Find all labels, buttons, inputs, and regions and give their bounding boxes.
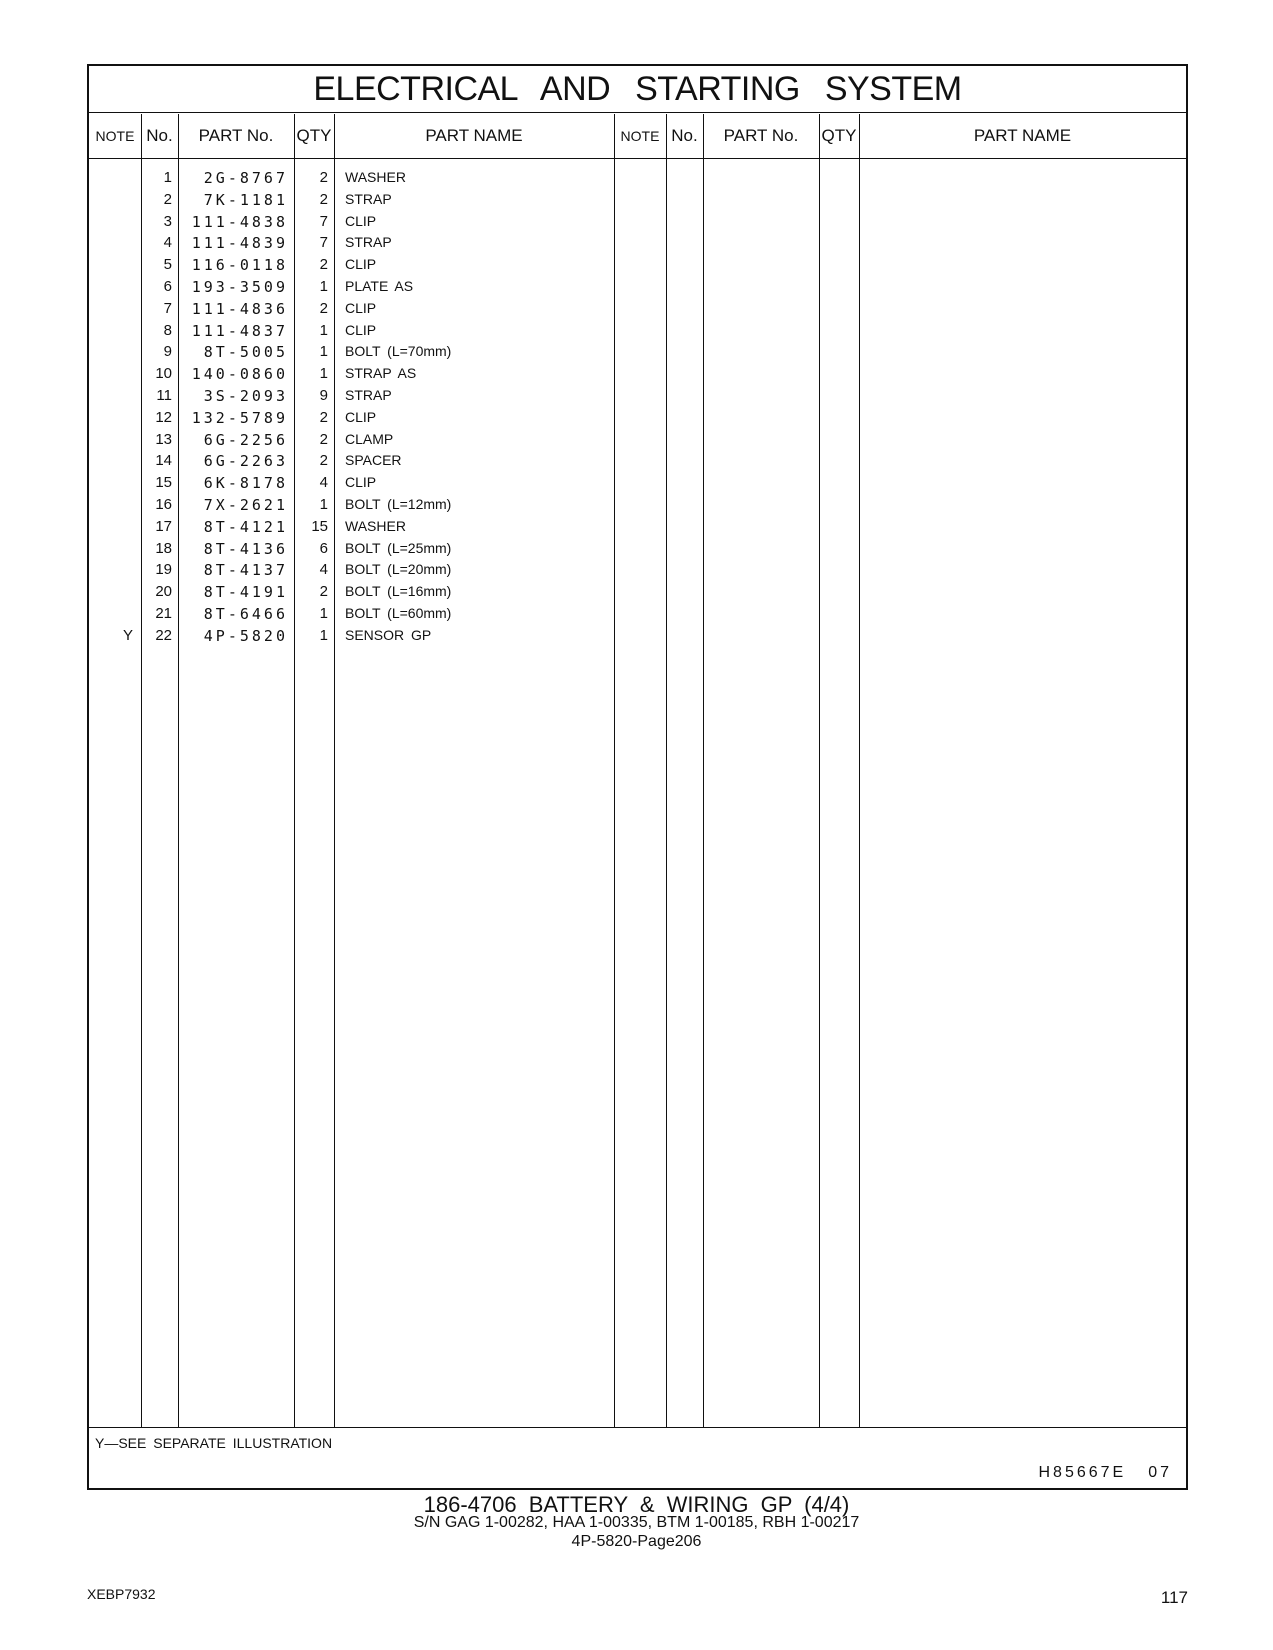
row-part-number: 193-3509 xyxy=(191,278,288,296)
table-row xyxy=(89,518,649,540)
column-divider xyxy=(703,114,704,1427)
row-part-name: BOLT (L=16mm) xyxy=(345,583,452,600)
drawing-code xyxy=(1038,1464,1172,1482)
row-quantity: 1 xyxy=(319,496,328,513)
row-item-number: 18 xyxy=(155,539,172,557)
row-part-number: 132-5789 xyxy=(191,408,288,427)
row-part-name: STRAP xyxy=(345,234,392,251)
page-title: ELECTRICAL AND STARTING SYSTEM xyxy=(89,66,1186,113)
row-item-number: 20 xyxy=(155,583,172,601)
header-part-no-right: PART No. xyxy=(723,126,799,145)
header-note-left: NOTE xyxy=(95,128,135,144)
row-quantity: 1 xyxy=(319,626,328,644)
row-quantity: 1 xyxy=(319,365,328,383)
row-part-number: 111-4836 xyxy=(191,299,288,318)
row-item-number: 9 xyxy=(163,343,172,361)
table-row xyxy=(89,365,649,387)
row-quantity: 1 xyxy=(319,343,328,361)
table-row xyxy=(89,496,649,518)
footnote: Y—SEE SEPARATE ILLUSTRATION xyxy=(95,1435,333,1451)
row-part-name: BOLT (L=60mm) xyxy=(345,605,452,621)
row-part-number: 2G-8767 xyxy=(203,169,288,187)
row-quantity: 2 xyxy=(319,190,328,208)
table-row xyxy=(89,561,649,583)
row-quantity: 7 xyxy=(319,234,328,252)
row-part-name: WASHER xyxy=(345,169,406,185)
row-item-number: 19 xyxy=(155,561,172,579)
table-row xyxy=(89,409,649,431)
header-divider xyxy=(89,158,1186,159)
row-part-number: 111-4838 xyxy=(191,212,288,231)
row-part-number: 8T-5005 xyxy=(203,343,288,362)
row-item-number: 10 xyxy=(155,365,172,383)
header-no-right: No. xyxy=(671,126,698,145)
table-row xyxy=(89,191,649,213)
row-item-number: 14 xyxy=(155,452,172,470)
row-part-name: SENSOR GP xyxy=(345,626,432,643)
row-part-number: 6G-2256 xyxy=(203,430,288,449)
row-quantity: 15 xyxy=(311,517,328,535)
row-item-number: 6 xyxy=(163,278,172,295)
table-row xyxy=(89,343,649,365)
header-part-no-left: PART No. xyxy=(198,126,274,145)
row-quantity: 1 xyxy=(319,605,328,622)
row-part-number: 8T-4121 xyxy=(203,517,288,536)
row-quantity: 7 xyxy=(319,212,328,230)
table-row xyxy=(89,300,649,322)
column-divider xyxy=(819,114,820,1427)
row-part-name: CLIP xyxy=(345,299,377,316)
table-row xyxy=(89,169,649,191)
row-item-number: 3 xyxy=(163,212,172,230)
table-row xyxy=(89,474,649,496)
row-part-name: BOLT (L=70mm) xyxy=(345,343,452,360)
header-part-name-left: PART NAME xyxy=(425,126,523,145)
row-part-number: 8T-4191 xyxy=(203,583,288,602)
row-item-number: 1 xyxy=(163,169,172,186)
row-item-number: 12 xyxy=(155,408,172,426)
row-quantity: 2 xyxy=(319,430,328,448)
row-item-number: 21 xyxy=(155,605,172,622)
row-part-number: 111-4837 xyxy=(191,321,288,340)
header-qty-right: QTY xyxy=(821,126,857,145)
table-row xyxy=(89,605,649,627)
table-row xyxy=(89,256,649,278)
table-row xyxy=(89,452,649,474)
row-item-number: 11 xyxy=(156,387,172,404)
row-quantity: 2 xyxy=(319,256,328,274)
row-item-number: 4 xyxy=(163,234,172,252)
table-row xyxy=(89,322,649,344)
row-part-name: STRAP AS xyxy=(345,365,417,382)
row-item-number: 5 xyxy=(163,256,172,274)
row-part-number: 8T-6466 xyxy=(203,605,288,623)
row-part-number: 3S-2093 xyxy=(203,387,288,405)
row-part-name: CLIP xyxy=(345,321,377,338)
row-quantity: 6 xyxy=(319,539,328,557)
table-row xyxy=(89,278,649,300)
row-part-name: CLAMP xyxy=(345,430,394,447)
table-row xyxy=(89,387,649,409)
document-id: XEBP7932 xyxy=(87,1586,156,1602)
header-qty-left: QTY xyxy=(296,126,332,145)
row-quantity: 4 xyxy=(319,474,328,492)
header-note-right: NOTE xyxy=(620,128,660,144)
row-quantity: 2 xyxy=(319,452,328,470)
header-no-left: No. xyxy=(146,126,173,145)
page-number: 117 xyxy=(1160,1588,1188,1607)
row-item-number: 22 xyxy=(155,626,172,644)
row-part-number: 8T-4136 xyxy=(203,539,288,558)
table-row xyxy=(89,627,649,649)
row-quantity: 4 xyxy=(319,561,328,579)
row-quantity: 2 xyxy=(319,169,328,186)
row-item-number: 2 xyxy=(163,190,172,208)
row-quantity: 1 xyxy=(319,278,328,295)
header-part-name-right: PART NAME xyxy=(973,126,1072,145)
footer-divider xyxy=(89,1427,1186,1428)
table-row xyxy=(89,234,649,256)
row-part-name: WASHER xyxy=(345,517,406,534)
serial-numbers: S/N GAG 1-00282, HAA 1-00335, BTM 1-00185, RBH 1-00217 xyxy=(413,1514,860,1531)
row-part-name: STRAP xyxy=(345,190,392,207)
drawing-code-value: H85667E xyxy=(1038,1464,1127,1481)
row-quantity: 2 xyxy=(319,299,328,317)
page-reference: 4P-5820-Page206 xyxy=(571,1533,702,1550)
row-part-name: CLIP xyxy=(345,212,377,229)
row-part-number: 7X-2621 xyxy=(203,496,288,514)
row-part-name: BOLT (L=25mm) xyxy=(345,539,452,556)
row-item-number: 15 xyxy=(155,474,172,492)
table-row xyxy=(89,431,649,453)
row-item-number: 17 xyxy=(155,517,172,535)
row-quantity: 2 xyxy=(319,408,328,426)
row-part-name: CLIP xyxy=(345,256,377,273)
row-part-name: BOLT (L=12mm) xyxy=(345,496,452,512)
row-item-number: 13 xyxy=(155,430,172,448)
row-item-number: 16 xyxy=(155,496,172,513)
drawing-revision: 07 xyxy=(1148,1464,1172,1481)
group-caption: 186-4706 BATTERY & WIRING GP (4/4) xyxy=(423,1492,850,1517)
column-divider xyxy=(666,114,667,1427)
row-part-number: 116-0118 xyxy=(191,256,288,275)
row-part-name: PLATE AS xyxy=(345,278,414,294)
column-divider xyxy=(859,114,860,1427)
table-row xyxy=(89,213,649,235)
row-item-number: 8 xyxy=(163,321,172,339)
table-row xyxy=(89,540,649,562)
row-part-number: 4P-5820 xyxy=(203,626,288,645)
table-row xyxy=(89,583,649,605)
row-part-name: STRAP xyxy=(345,387,392,403)
row-part-number: 6K-8178 xyxy=(203,474,288,493)
row-part-number: 7K-1181 xyxy=(203,190,288,209)
row-part-name: BOLT (L=20mm) xyxy=(345,561,452,578)
row-part-number: 140-0860 xyxy=(191,365,288,384)
row-part-name: CLIP xyxy=(345,474,377,491)
row-part-number: 8T-4137 xyxy=(203,561,288,580)
row-note: Y xyxy=(122,626,133,644)
row-quantity: 1 xyxy=(319,321,328,339)
parts-list-frame xyxy=(87,64,1188,1490)
row-quantity: 9 xyxy=(319,387,328,404)
row-part-name: CLIP xyxy=(345,408,377,425)
row-part-number: 6G-2263 xyxy=(203,452,288,471)
row-item-number: 7 xyxy=(163,299,172,317)
row-part-number: 111-4839 xyxy=(191,234,288,253)
row-quantity: 2 xyxy=(319,583,328,601)
row-part-name: SPACER xyxy=(345,452,402,469)
